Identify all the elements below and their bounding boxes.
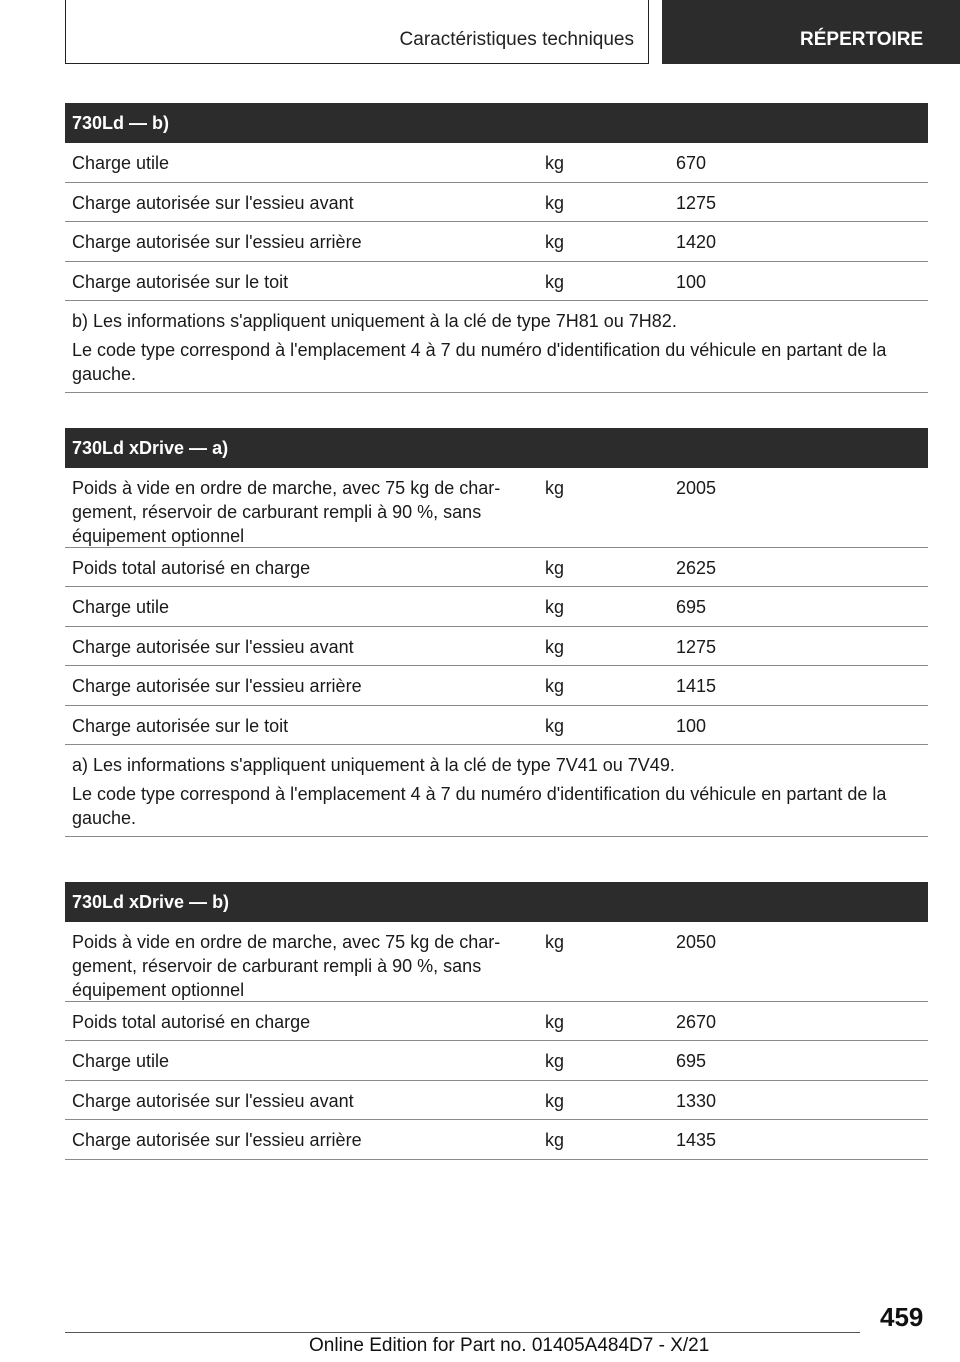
row-unit: kg	[545, 1011, 565, 1032]
row-label: Charge autorisée sur le toit	[72, 271, 289, 292]
row-value: 100	[676, 715, 707, 736]
row-label: Poids à vide en ordre de marche, avec 75 kg de char-gement, réservoir de carburant rempli à 90 %, sans équipement optionnel	[72, 932, 501, 1000]
table-row	[65, 1120, 928, 1160]
row-label: Charge utile	[72, 153, 170, 173]
row-unit: kg	[545, 271, 565, 292]
table-row	[65, 706, 928, 746]
table-row	[65, 922, 928, 1002]
page-number: 459	[880, 1302, 924, 1332]
row-unit: kg	[545, 1090, 565, 1111]
spec-table-730ld-xdrive-b	[65, 882, 928, 1160]
table-row	[65, 548, 928, 588]
spec-table-730ld-xdrive-a	[65, 428, 928, 837]
footnote-key: b) Les informations s'appliquent uniquement à la clé de type 7H81 ou 7H82.	[72, 311, 677, 332]
table-row	[65, 1041, 928, 1081]
row-label: Charge autorisée sur l'essieu arrière	[72, 676, 362, 697]
row-unit: kg	[545, 557, 565, 578]
footnote-key: a) Les informations s'appliquent uniquement à la clé de type 7V41 ou 7V49.	[72, 755, 675, 776]
row-unit: kg	[545, 597, 565, 618]
footnote-explanation: Le code type correspond à l'emplacement 4 à 7 du numéro d'identification du véhicule en partant de la gauche.	[72, 340, 887, 385]
row-value: 1415	[676, 676, 717, 697]
row-value: 695	[676, 597, 707, 618]
footer-divider	[65, 1332, 860, 1333]
row-unit: kg	[545, 192, 565, 213]
table-footnote	[65, 301, 928, 393]
table-row	[65, 666, 928, 706]
section-header	[65, 0, 649, 64]
table-row	[65, 183, 928, 223]
row-label: Poids à vide en ordre de marche, avec 75 kg de char-gement, réservoir de carburant rempli à 90 %, sans équipement optionnel	[72, 478, 501, 546]
row-unit: kg	[545, 1051, 565, 1072]
footnote-explanation: Le code type correspond à l'emplacement 4 à 7 du numéro d'identification du véhicule en partant de la gauche.	[72, 784, 887, 829]
table-footnote	[65, 745, 928, 837]
row-unit: kg	[545, 715, 565, 736]
table-row	[65, 627, 928, 667]
row-label: Poids total autorisé en charge	[72, 1011, 311, 1032]
row-value: 2005	[676, 478, 717, 498]
row-label: Charge utile	[72, 1051, 170, 1072]
table-row	[65, 262, 928, 302]
row-value: 670	[676, 153, 707, 173]
row-unit: kg	[545, 232, 565, 253]
table-title: 730Ld — b)	[65, 103, 928, 143]
row-label: Charge autorisée sur l'essieu arrière	[72, 1130, 362, 1151]
table-row	[65, 587, 928, 627]
row-value: 695	[676, 1051, 707, 1072]
row-unit: kg	[545, 932, 565, 952]
directory-tab[interactable]	[662, 0, 960, 64]
row-unit: kg	[545, 153, 565, 173]
spec-table-730ld-b	[65, 103, 928, 393]
row-label: Charge utile	[72, 597, 170, 618]
row-label: Charge autorisée sur l'essieu avant	[72, 192, 354, 213]
row-value: 1435	[676, 1130, 717, 1151]
row-unit: kg	[545, 1130, 565, 1151]
table-title: 730Ld xDrive — a)	[65, 428, 928, 468]
section-title: Caractéristiques techniques	[399, 29, 634, 50]
row-label: Charge autorisée sur l'essieu avant	[72, 636, 354, 657]
table-row	[65, 222, 928, 262]
row-value: 1330	[676, 1090, 717, 1111]
table-row	[65, 1002, 928, 1042]
row-label: Poids total autorisé en charge	[72, 557, 311, 578]
row-value: 2625	[676, 557, 717, 578]
table-row	[65, 143, 928, 183]
row-value: 1275	[676, 636, 717, 657]
table-title: 730Ld xDrive — b)	[65, 882, 928, 922]
table-row	[65, 468, 928, 548]
row-unit: kg	[545, 636, 565, 657]
row-label: Charge autorisée sur l'essieu avant	[72, 1090, 354, 1111]
row-label: Charge autorisée sur l'essieu arrière	[72, 232, 362, 253]
edition-info: Online Edition for Part no. 01405A484D7 - X/21	[309, 1335, 710, 1356]
row-value: 100	[676, 271, 707, 292]
row-value: 1420	[676, 232, 717, 253]
directory-tab-label: RÉPERTOIRE	[800, 29, 924, 50]
row-label: Charge autorisée sur le toit	[72, 715, 289, 736]
row-value: 2050	[676, 932, 717, 952]
row-unit: kg	[545, 478, 565, 498]
row-value: 1275	[676, 192, 717, 213]
row-value: 2670	[676, 1011, 717, 1032]
table-row	[65, 1081, 928, 1121]
row-unit: kg	[545, 676, 565, 697]
